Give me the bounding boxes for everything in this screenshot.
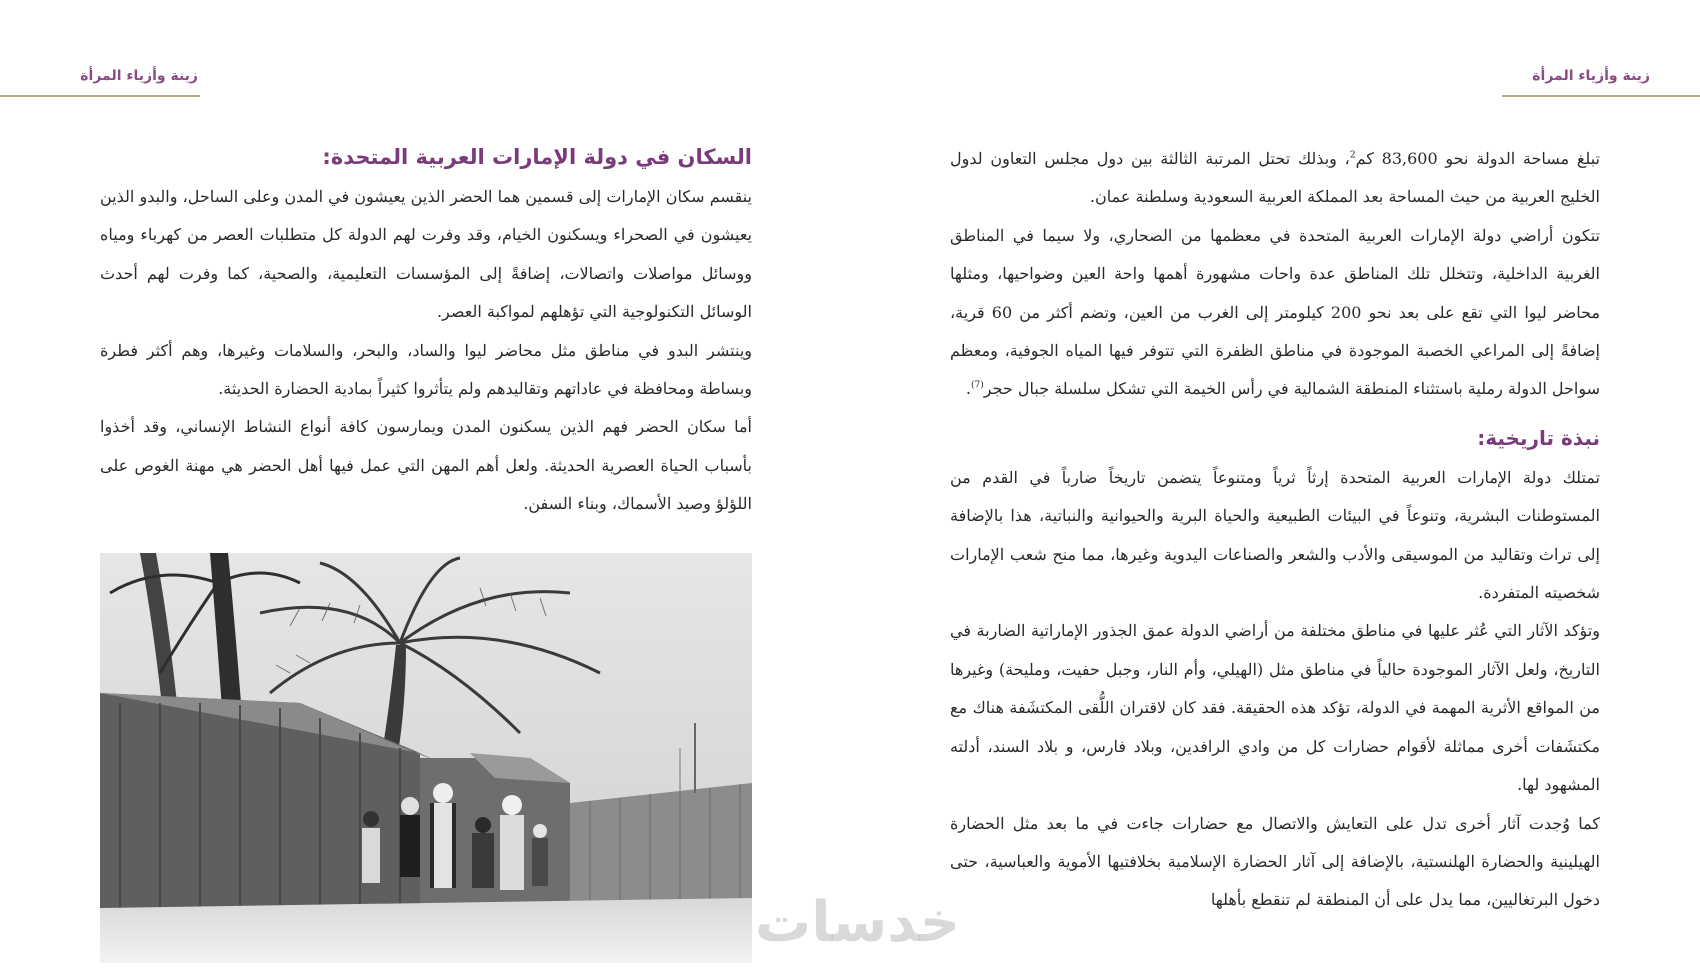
paragraph-area-superscript: 2: [1349, 150, 1356, 161]
historical-photo: [100, 553, 752, 963]
section-heading-history: نبذة تاريخية:: [1477, 425, 1600, 450]
paragraph-area-text-cont: ، وبذلك تحتل المرتبة الثالثة بين دول مجلس التعاون لدول الخليج العربية من حيث المساحة بعد المملكة العربية السعودية وسلطنة عمان.: [950, 149, 1600, 207]
paragraph-land: [950, 217, 1600, 409]
paragraph-history-2: وتؤكد الآثار التي عُثر عليها في مناطق مختلفة من أراضي الدولة عمق الجذور الإماراتية الضاربة في التاريخ، ولعل الآثار الموجودة حالياً في مناطق مثل (الهيلي، وأم النار، وجبل حفيت، ومليحة) وغيرها من المواقع الأثرية المهمة في الدولة، تؤكد هذه الحقيقة. فقد كان لاقتران اللُّقى المكتشَفة هناك مع مكتشَفات أخرى مماثلة لأقوام حضارات كل من وادي الرافدين، وبلاد فارس، و بلاد السند، أدلته المشهود لها.: [950, 621, 1600, 795]
paragraph-population-2: وينتشر البدو في مناطق مثل محاضر ليوا والساد، والبحر، والسلامات وغيرها، وهم أكثر فطرة وبساطة ومحافظة في عاداتهم وتقاليدهم ولم يتأثروا كثيراً بمادية الحضارة الحديثة.: [100, 340, 752, 399]
header-rule-left: [0, 95, 200, 97]
paragraph-area: [950, 140, 1600, 217]
paragraph-land-text: تتكون أراضي دولة الإمارات العربية المتحدة في معظمها من الصحاري، ولا سيما في المناطق الغربية الداخلية، وتتخلل تلك المناطق عدة واحات مشهورة أهمها واحة العين وضواحيها، ومثلها محاضر ليوا التي تقع على بعد نحو 200 كيلومتر إلى الغرب من العين، وتضم أكثر من 60 قرية، إضافةً إلى المراعي الخصبة الموجودة في مناطق الظفرة التي تتوفر فيها المياه الجوفية، ومعظم سواحل الدولة رملية باستثناء المنطقة الشمالية في رأس الخيمة التي تشكل سلسلة جبال حجر: [950, 225, 1601, 399]
footnote-marker: (7): [971, 381, 984, 392]
paragraph-population-3: أما سكان الحضر فهم الذين يسكنون المدن ويمارسون كافة أنواع النشاط الإنساني، وقد أخذوا بأسباب الحياة العصرية الحديثة. ولعل أهم المهن التي عمل فيها أهل الحضر هي مهنة الغوص على اللؤلؤ وصيد الأسماك، وبناء السفن.: [100, 417, 753, 514]
paragraph-history-1: تمتلك دولة الإمارات العربية المتحدة إرثاً ثرياً ومتنوعاً يتضمن تاريخاً ضارباً في القدم من المستوطنات البشرية، وتنوعاً في البيئات الطبيعية والحياة البرية والحيوانية والنباتية، هذا بالإضافة إلى تراث وتقاليد من الموسيقى والأدب والشعر والصناعات اليدوية وغيرها، مما منح شعب الإمارات شخصيته المتفردة.: [950, 467, 1600, 603]
left-column: [100, 140, 752, 524]
header-rule-right: [1502, 95, 1700, 97]
right-column: [950, 140, 1600, 920]
paragraph-land-end: .: [965, 379, 971, 399]
watermark-logo: خدسات: [755, 890, 961, 955]
section-heading-population: السكان في دولة الإمارات العربية المتحدة:: [322, 145, 752, 169]
running-head-right: زينة وأزياء المرأة: [1532, 68, 1650, 84]
paragraph-history-3: كما وُجدت آثار أخرى تدل على التعايش والاتصال مع حضارات جاءت في ما بعد مثل الحضارة الهيلينية والحضارة الهلنستية، بالإضافة إلى آثار الحضارة الإسلامية بخلافتيها الأموية والعباسية، حتى دخول البرتغاليين، مما يدل على أن المنطقة لم تنقطع بأهلها: [950, 813, 1600, 910]
running-head-left: زينة وأزياء المرأة: [80, 68, 198, 84]
paragraph-area-text: تبلغ مساحة الدولة نحو 83,600 كم: [1355, 149, 1600, 168]
right-page: [850, 0, 1700, 970]
paragraph-population-1: ينقسم سكان الإمارات إلى قسمين هما الحضر الذين يعيشون في المدن وعلى الساحل، والبدو الذين يعيشون في الصحراء ويسكنون الخيام، وقد وفرت لهم الدولة كل متطلبات العصر من كهرباء ومياه ووسائل مواصلات واتصالات، إضافةً إلى المؤسسات التعليمية، والصحية، كما وفرت لهم أحدث الوسائل التكنولوجية التي تؤهلهم لمواكبة العصر.: [100, 187, 752, 322]
